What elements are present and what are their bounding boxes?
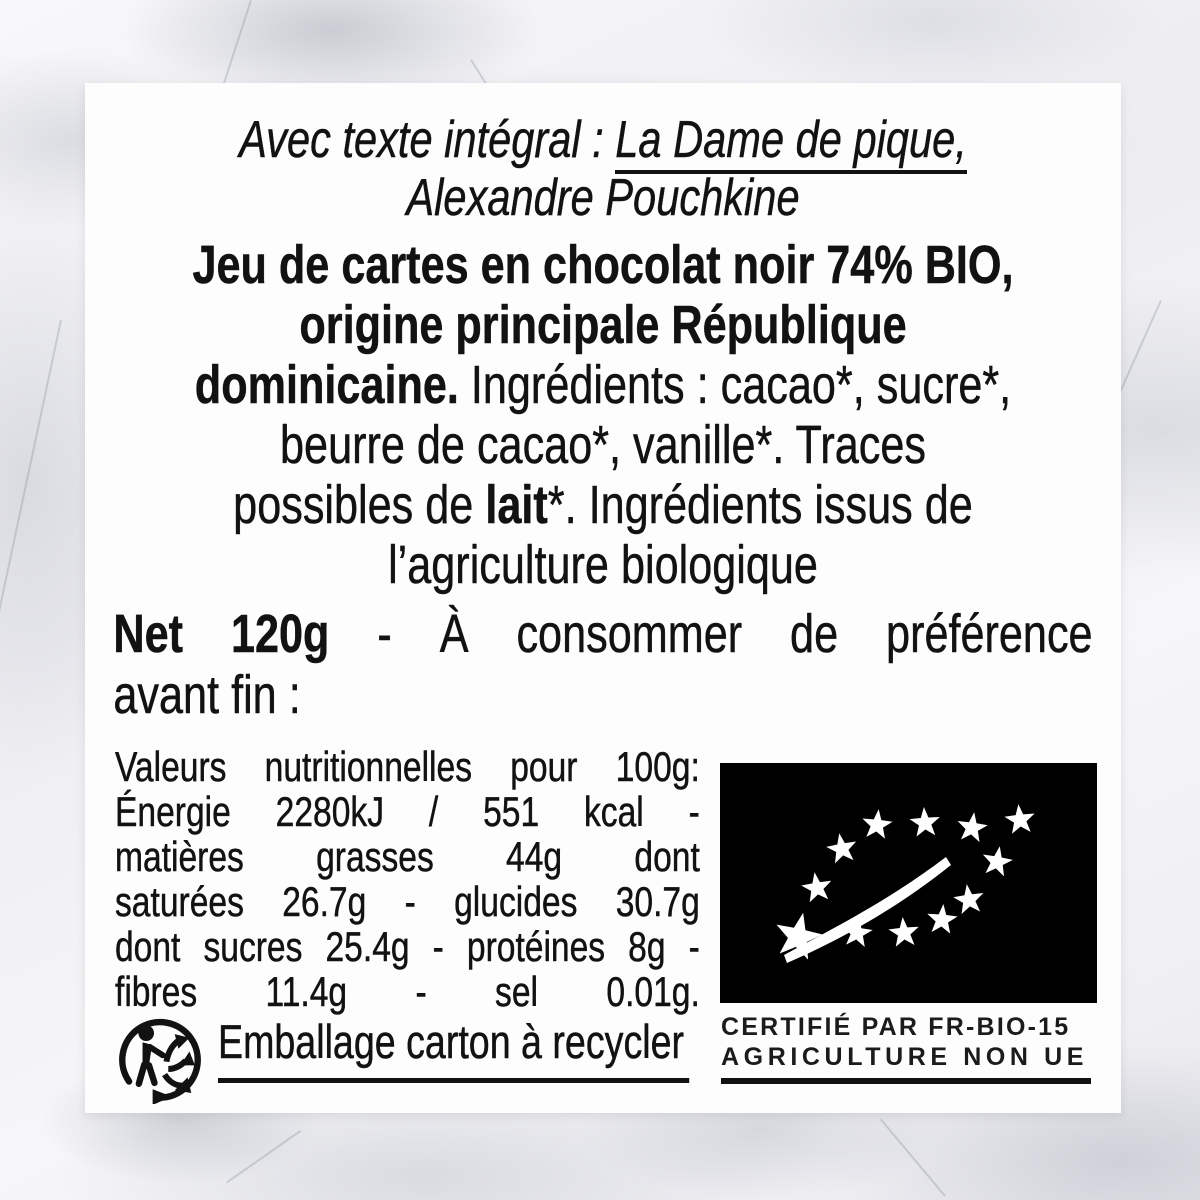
title-line-1 — [113, 111, 1092, 169]
description-paragraph — [113, 235, 1092, 595]
marble-vein — [0, 320, 62, 731]
net-weight-line — [113, 604, 1092, 665]
desc-line-5-pre: possibles de — [233, 475, 486, 535]
desc-line-6: l’agriculture biologique — [388, 535, 818, 595]
net-weight: Net 120g — [113, 604, 330, 664]
cert-origin-line: AGRICULTURE NON UE — [721, 1043, 1089, 1071]
book-title-underlined: La Dame de pique, — [615, 111, 967, 174]
desc-line-1: Jeu de cartes en chocolat noir 74% BIO, — [192, 235, 1014, 295]
cert-underline — [721, 1078, 1091, 1084]
desc-line-3-rest: Ingrédients : cacao*, sucre*, — [458, 355, 1012, 415]
net-weight-block — [113, 604, 1092, 726]
best-before-text: - À consommer de préférence — [377, 604, 1093, 664]
marble-vein — [226, 1130, 301, 1183]
nutrition-line-4: saturées 26.7g - glucides 30.7g — [115, 878, 700, 925]
allergen-lait: lait — [485, 475, 548, 535]
nutrition-line-1: Valeurs nutritionnelles pour 100g: — [115, 743, 700, 790]
desc-line-4: beurre de cacao*, vanille*. Traces — [280, 415, 926, 475]
nutrition-line-5: dont sucres 25.4g - protéines 8g - — [115, 923, 700, 970]
marble-vein — [880, 1119, 946, 1197]
eu-organic-leaf-logo — [720, 763, 1097, 1003]
recycle-instruction-wrap — [218, 1014, 689, 1083]
eu-organic-leaf-stars — [720, 763, 1097, 1003]
desc-line-3-bold: dominicaine. — [194, 355, 459, 415]
desc-line-2: origine principale République — [299, 295, 907, 355]
nutrition-line-6: fibres 11.4g - sel 0.01g. — [115, 968, 700, 1015]
recycle-instruction: Emballage carton à recycler — [218, 1014, 689, 1083]
nutrition-line-3: matières grasses 44g dont — [115, 833, 700, 880]
product-label — [85, 83, 1121, 1113]
certification-block — [721, 1012, 1093, 1084]
nutrition-line-2: Énergie 2280kJ / 551 kcal - — [115, 788, 700, 835]
cert-code-line: CERTIFIÉ PAR FR-BIO-15 — [721, 1013, 1071, 1041]
title-block — [113, 111, 1092, 227]
triman-recycling-icon — [112, 1012, 208, 1104]
recycling-row — [112, 1012, 807, 1104]
desc-line-5-rest: *. Ingrédients issus de — [547, 475, 973, 535]
nutrition-block — [115, 744, 700, 1014]
title-prefix: Avec texte intégral : — [239, 111, 616, 169]
title-line-2 author-name: Alexandre Pouchkine — [406, 169, 800, 227]
best-before-line-2: avant fin : — [113, 665, 301, 725]
